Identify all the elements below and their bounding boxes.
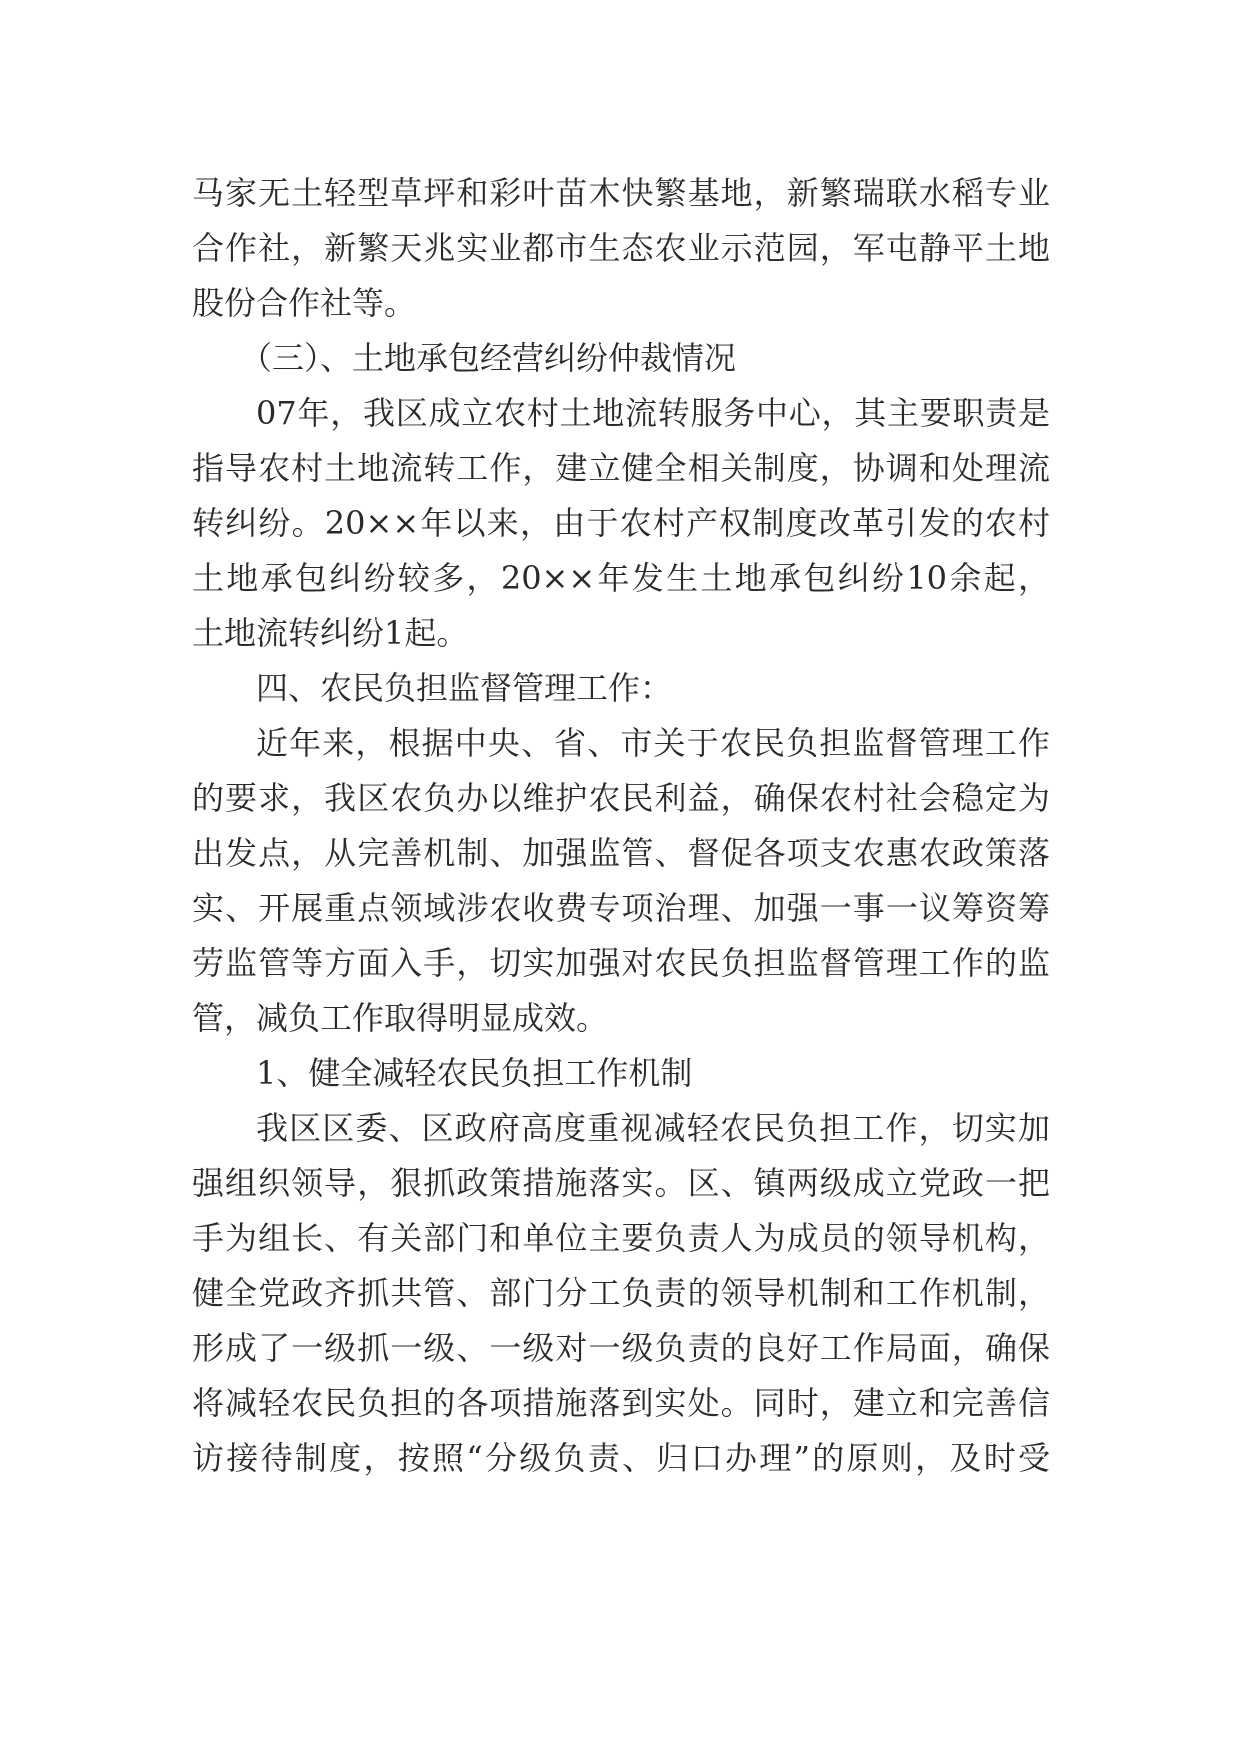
body-text-line: 合作社，新繁天兆实业都市生态农业示范园，军屯静平土地 xyxy=(192,229,1050,267)
body-text-line: 健全党政齐抓共管、部门分工负责的领导机制和工作机制， xyxy=(192,1274,1050,1312)
body-text-line: 实、开展重点领域涉农收费专项治理、加强一事一议筹资筹 xyxy=(192,889,1050,927)
body-text-line: 出发点，从完善机制、加强监管、督促各项支农惠农政策落 xyxy=(192,834,1050,872)
section-heading: （三）、土地承包经营纠纷仲裁情况 xyxy=(240,339,737,377)
body-text-line: 将减轻农民负担的各项措施落到实处。同时，建立和完善信 xyxy=(192,1384,1050,1422)
subsection-heading: 1、健全减轻农民负担工作机制 xyxy=(256,1054,693,1092)
paragraph-first-line: 07年，我区成立农村土地流转服务中心，其主要职责是 xyxy=(256,394,1050,432)
body-text-line: 手为组长、有关部门和单位主要负责人为成员的领导机构， xyxy=(192,1219,1050,1257)
body-text-line: 土地承包纠纷较多，20××年发生土地承包纠纷10余起， xyxy=(192,559,1050,597)
body-text-line: 土地流转纠纷1起。 xyxy=(192,614,469,652)
body-text-line: 形成了一级抓一级、一级对一级负责的良好工作局面，确保 xyxy=(192,1329,1050,1367)
body-text-line: 管，减负工作取得明显成效。 xyxy=(192,999,609,1037)
body-text-line: 股份合作社等。 xyxy=(192,284,417,322)
body-text-line: 转纠纷。20××年以来，由于农村产权制度改革引发的农村 xyxy=(192,504,1050,542)
body-text-line: 劳监管等方面入手，切实加强对农民负担监督管理工作的监 xyxy=(192,944,1050,982)
paragraph-first-line: 我区区委、区政府高度重视减轻农民负担工作，切实加 xyxy=(256,1109,1050,1147)
body-text-line: 指导农村土地流转工作，建立健全相关制度，协调和处理流 xyxy=(192,449,1050,487)
body-text-line: 强组织领导，狠抓政策措施落实。区、镇两级成立党政一把 xyxy=(192,1164,1050,1202)
body-text-line: 马家无土轻型草坪和彩叶苗木快繁基地，新繁瑞联水稻专业 xyxy=(192,174,1050,212)
body-text-line: 的要求，我区农负办以维护农民利益，确保农村社会稳定为 xyxy=(192,779,1050,817)
paragraph-first-line: 近年来，根据中央、省、市关于农民负担监督管理工作 xyxy=(256,724,1050,762)
body-text-line: 访接待制度，按照“分级负责、归口办理”的原则，及时受 xyxy=(192,1439,1050,1477)
section-heading: 四、农民负担监督管理工作： xyxy=(256,669,673,707)
